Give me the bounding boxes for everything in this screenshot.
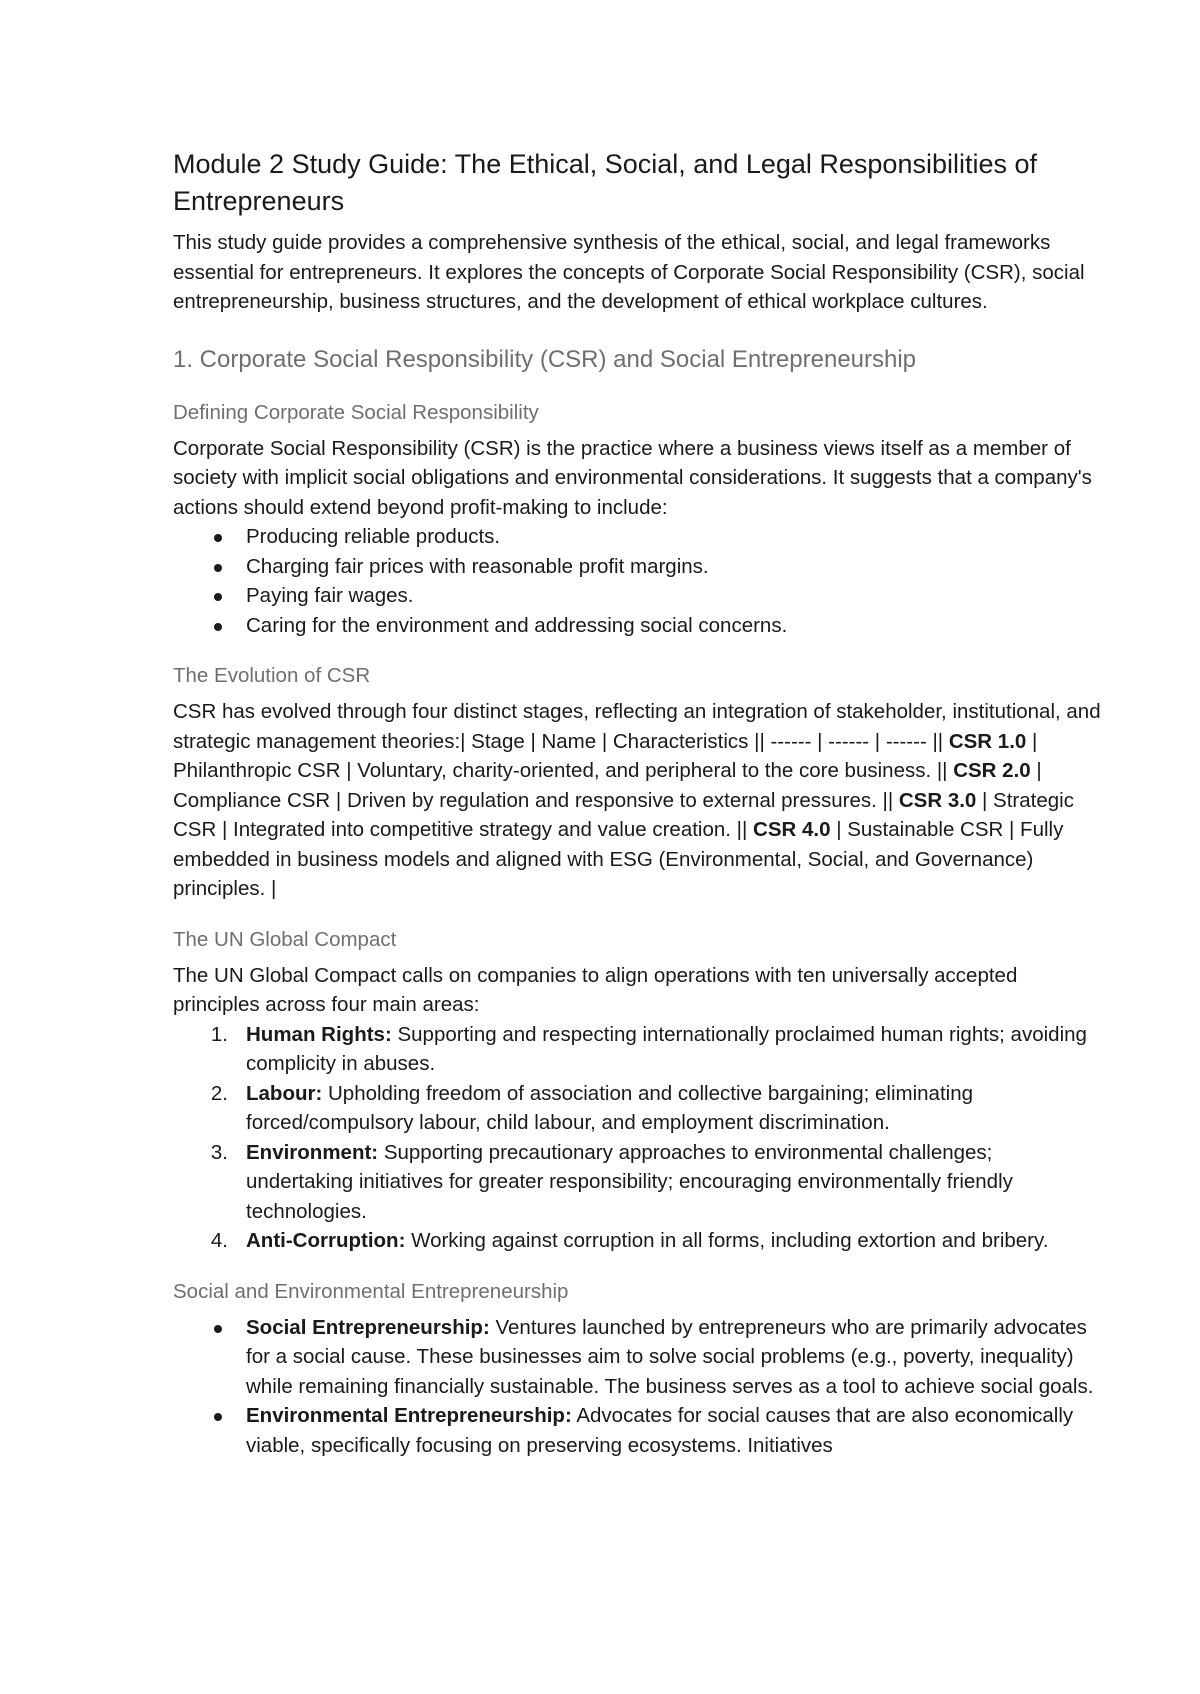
stage-code: CSR 2.0 [953,759,1031,782]
list-item-text: Working against corruption in all forms, including extortion and bribery. [405,1229,1049,1252]
compact-numbered-list [173,1020,1103,1256]
list-item [173,552,1103,582]
list-item-term: Labour: [246,1081,323,1105]
list-number: 2. [210,1081,228,1105]
list-item-text: Ventures launched by entrepreneurs who are primarily advocates for a social cause. These businesses aim to solve social problems (e.g., poverty, inequality) while remaining financially sustainable. The business serves as a tool to achieve social goals. [246,1315,1094,1398]
list-item-text: Paying fair wages. [246,584,414,607]
bullet-icon [214,564,222,572]
stage-code: CSR 1.0 [948,729,1027,753]
social-env-bullet-list [173,1313,1103,1461]
evolution-heading: The Evolution of CSR [173,664,371,687]
bullet-icon [214,1413,222,1421]
document-content [173,146,1103,1460]
list-item-term: Human Rights: [246,1022,392,1046]
list-item [173,1226,1103,1256]
bullet-icon [214,1325,222,1333]
evolution-lead: CSR has evolved through four distinct stages, reflecting an integration of stakeholder, institutional, and strategic management theories:| Stage | Name | Characteristics || ------ | ------ | ------ || [173,700,1101,753]
stage-description: | Sustainable CSR | Fully embedded in business models and aligned with ESG (Environmental, Social, and Governance) principles. | [173,818,1064,900]
bullet-icon [214,593,222,601]
bullet-icon [214,623,222,631]
list-item-text: Supporting precautionary approaches to environmental challenges; undertaking initiatives for greater responsibility; encouraging environmentally friendly technologies. [246,1140,1013,1223]
section-1-heading: 1. Corporate Social Responsibility (CSR) and Social Entrepreneurship [173,345,917,373]
stage-description: | Philanthropic CSR | Voluntary, charity-oriented, and peripheral to the core business. || [173,729,1038,782]
intro-paragraph: This study guide provides a comprehensive synthesis of the ethical, social, and legal frameworks essential for entrepreneurs. It explores the concepts of Corporate Social Responsibility (CSR), social entrepreneurship, business structures, and the development of ethical workplace cultures. [173,231,1085,313]
stage-description: | Strategic CSR | Integrated into competitive strategy and value creation. || [173,788,1074,841]
list-item-text: Charging fair prices with reasonable profit margins. [246,554,709,578]
list-item-text: Upholding freedom of association and collective bargaining; eliminating forced/compulsory labour, child labour, and employment discrimination. [246,1081,973,1134]
list-item [173,1138,1103,1227]
list-item-term: Environment: [246,1140,379,1164]
list-item [173,1401,1103,1460]
list-item-term: Environmental Entrepreneurship: [246,1404,572,1427]
document-title: Module 2 Study Guide: The Ethical, Social, and Legal Responsibilities of Entrepreneurs [173,149,1038,216]
stage-code: CSR 3.0 [898,788,977,812]
list-item [173,581,1103,611]
compact-text: The UN Global Compact calls on companies to align operations with ten universally accepted principles across four main areas: [173,963,1018,1016]
list-number: 4. [210,1229,228,1252]
evolution-text [173,697,1103,904]
list-item [173,611,1103,641]
list-item-term: Social Entrepreneurship: [246,1315,490,1339]
list-item-text: Advocates for social causes that are also economically viable, specifically focusing on preserving ecosystems. Initiatives [246,1404,1074,1457]
list-item [173,522,1103,552]
list-item [173,1020,1103,1079]
list-item [173,1079,1103,1138]
csr-bullet-list [173,522,1103,640]
list-item-text: Supporting and respecting internationally proclaimed human rights; avoiding complicity in abuses. [246,1022,1087,1075]
stage-description: | Compliance CSR | Driven by regulation and responsive to external pressures. || [173,759,1042,812]
list-number: 1. [210,1022,228,1046]
list-item-term: Anti-Corruption: [246,1229,406,1252]
compact-heading: The UN Global Compact [173,927,397,951]
stage-code: CSR 4.0 [753,818,831,841]
list-number: 3. [210,1140,228,1164]
defining-csr-heading: Defining Corporate Social Responsibility [173,400,539,424]
bullet-icon [214,534,222,542]
list-item-text: Producing reliable products. [246,525,501,548]
social-env-heading: Social and Environmental Entrepreneurship [173,1279,569,1303]
list-item-text: Caring for the environment and addressing social concerns. [246,613,788,637]
list-item [173,1313,1103,1402]
defining-csr-text: Corporate Social Responsibility (CSR) is the practice where a business views itself as a member of society with implicit social obligations and environmental considerations. It suggests that a company's actions should extend beyond profit-making to include: [173,436,1092,519]
